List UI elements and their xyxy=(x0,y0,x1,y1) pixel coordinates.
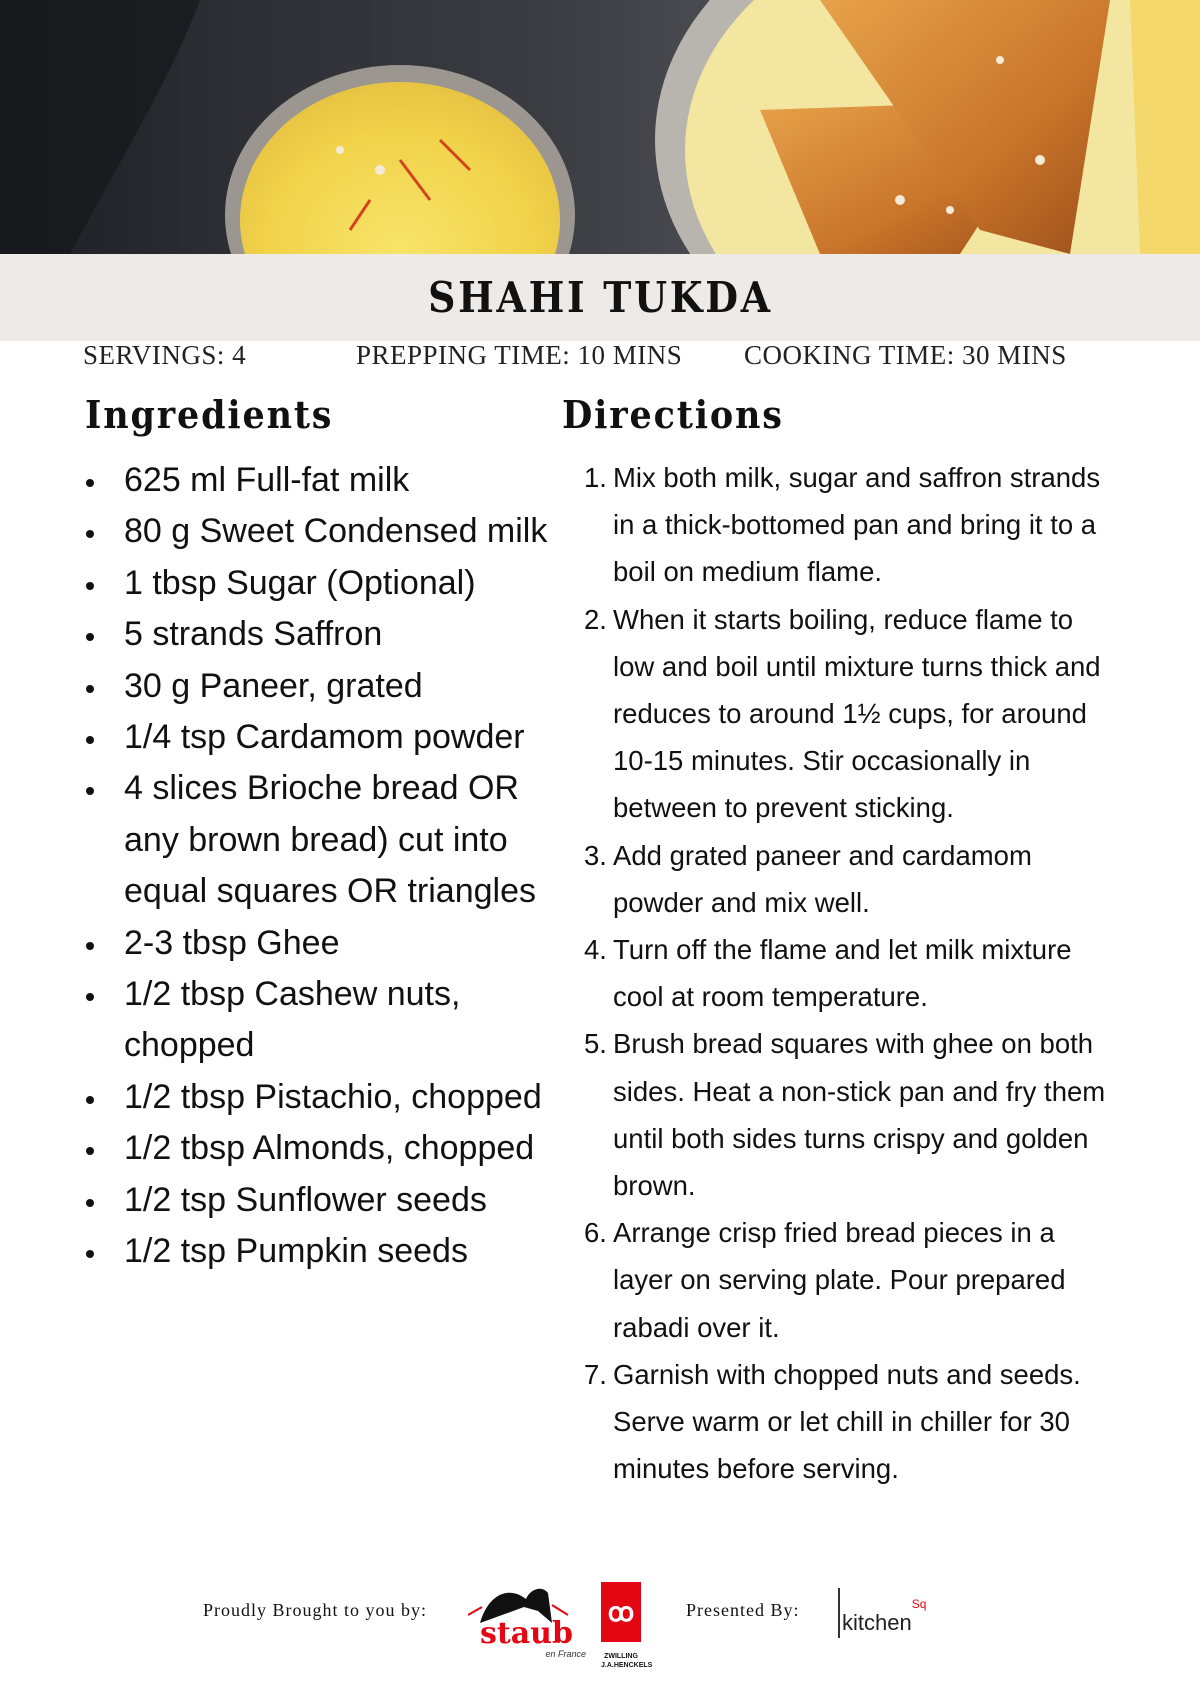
ingredient-item: 4 slices Brioche bread OR any brown bread) cut into equal squares OR triangles xyxy=(86,763,556,917)
kitchen-text: kitchen xyxy=(842,1610,912,1635)
ingredient-item: 1/2 tsp Pumpkin seeds xyxy=(86,1226,556,1277)
step-number: 7. xyxy=(584,1358,607,1390)
ingredient-item: 5 strands Saffron xyxy=(86,609,556,660)
step-text: Brush bread squares with ghee on both sides. Heat a non-stick pan and fry them until both sides turns crispy and golden brown. xyxy=(613,1028,1106,1202)
cook-time: COOKING TIME: 30 MINS xyxy=(744,340,1067,370)
ingredient-item: 1/2 tbsp Pistachio, chopped xyxy=(86,1072,556,1123)
title-band xyxy=(0,254,1200,341)
presented-label: Presented By: xyxy=(686,1600,800,1620)
ingredient-item: 1/2 tbsp Cashew nuts, chopped xyxy=(86,969,556,1072)
step-number: 5. xyxy=(584,1028,607,1060)
step-number: 3. xyxy=(584,839,607,871)
step-text: Mix both milk, sugar and saffron strands in a thick-bottomed pan and bring it to a boil on medium flame. xyxy=(613,462,1101,588)
direction-step xyxy=(580,1209,1120,1351)
direction-step xyxy=(580,1351,1120,1493)
step-text: Turn off the flame and let milk mixture cool at room temperature. xyxy=(613,934,1072,1013)
directions-list xyxy=(580,454,1120,1492)
staub-logo xyxy=(468,1585,586,1659)
henckels-text: J.A.HENCKELS xyxy=(601,1662,653,1669)
prep-time: PREPPING TIME: 10 MINS xyxy=(356,340,683,370)
hero-food-photo xyxy=(0,0,1200,254)
kitchen-sup: Sq xyxy=(911,1596,927,1611)
ingredient-item: 625 ml Full-fat milk xyxy=(86,455,556,506)
ingredient-item: 2-3 tbsp Ghee xyxy=(86,918,556,969)
ingredient-item: 80 g Sweet Condensed milk xyxy=(86,506,556,557)
step-number: 4. xyxy=(584,934,607,966)
recipe-title: SHAHI TUKDA xyxy=(427,273,773,322)
ingredient-item: 1 tbsp Sugar (Optional) xyxy=(86,558,556,609)
directions-heading: Directions xyxy=(562,392,784,437)
ingredient-item: 1/2 tbsp Almonds, chopped xyxy=(86,1123,556,1174)
direction-step xyxy=(580,832,1120,926)
ingredient-item: 1/4 tsp Cardamom powder xyxy=(86,712,556,763)
direction-step xyxy=(580,1020,1120,1209)
ingredients-list xyxy=(86,455,556,1278)
step-text: Arrange crisp fried bread pieces in a layer on serving plate. Pour prepared rabadi over it. xyxy=(613,1217,1066,1343)
ingredient-item: 30 g Paneer, grated xyxy=(86,661,556,712)
step-number: 2. xyxy=(584,603,607,635)
staub-subtext: en France xyxy=(545,1649,586,1659)
zwilling-logo xyxy=(601,1582,665,1670)
step-number: 6. xyxy=(584,1217,607,1249)
step-number: 1. xyxy=(584,462,607,493)
ingredient-item: 1/2 tsp Sunflower seeds xyxy=(86,1175,556,1226)
zwilling-text: ZWILLING xyxy=(604,1653,638,1660)
direction-step xyxy=(580,454,1120,596)
direction-step xyxy=(580,596,1120,832)
ingredients-heading: Ingredients xyxy=(85,392,334,437)
step-text: Add grated paneer and cardamom powder and mix well. xyxy=(613,839,1032,918)
footer xyxy=(0,1580,1200,1690)
step-text: Garnish with chopped nuts and seeds. Serve warm or let chill in chiller for 30 minutes before serving. xyxy=(613,1358,1081,1485)
direction-step xyxy=(580,926,1120,1020)
kitchen-sq-logo xyxy=(838,1588,926,1638)
staub-text: staub xyxy=(480,1616,573,1651)
brought-label: Proudly Brought to you by: xyxy=(203,1600,428,1620)
step-text: When it starts boiling, reduce flame to low and boil until mixture turns thick and reduces to around 1½ cups, for around 10-15 minutes. Stir occasionally in between to prevent sticking. xyxy=(613,603,1101,824)
servings: SERVINGS: 4 xyxy=(83,340,247,370)
twin-figures-icon: ꝏ xyxy=(601,1582,641,1642)
